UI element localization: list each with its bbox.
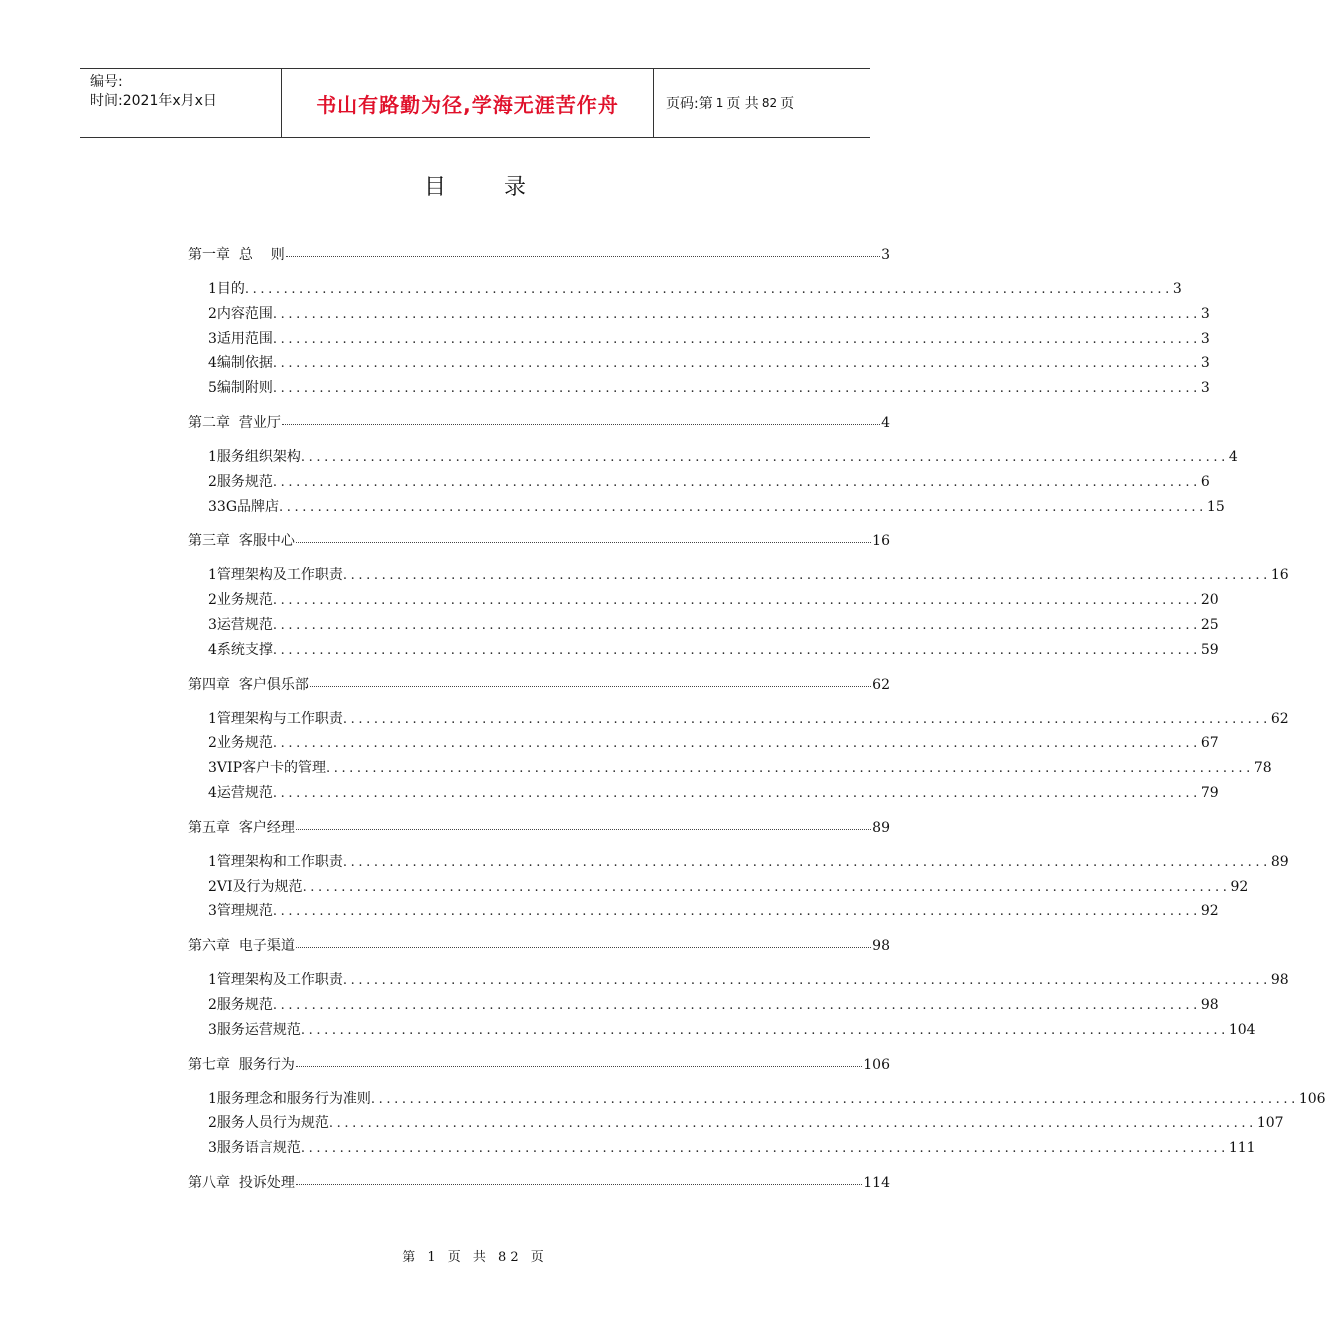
section-page: 92 (1230, 878, 1249, 895)
section-list (188, 851, 1289, 925)
section-label: 编制附则 (216, 380, 273, 397)
leader-dots: ........................................................................................................................ (300, 1022, 1229, 1038)
section-label: 业务规范 (216, 592, 273, 609)
leader-dots: ........................................................................................................................ (272, 617, 1201, 633)
section-label: 管理规范 (216, 903, 273, 920)
chapter-page: 98 (872, 938, 890, 955)
leader-dots: ........................................................................................................................ (370, 1091, 1299, 1107)
toc-section[interactable] (208, 589, 1219, 614)
title-char-1: 目 (423, 175, 446, 200)
section-label: 编制依据 (216, 355, 273, 372)
section-number: 3 (208, 1021, 217, 1038)
section-label: 管理架构及工作职责 (216, 972, 343, 989)
section-page: 3 (1200, 305, 1210, 322)
section-list (188, 969, 1289, 1043)
toc-chapter[interactable] (188, 1054, 890, 1078)
header-page-info (654, 69, 870, 137)
leader-dots: ........................................................................................................................ (272, 356, 1201, 372)
section-page: 3 (1200, 355, 1210, 372)
leader-dots: ........................................................................................................................ (279, 499, 1207, 515)
leader-dots: ........................................................................................................................ (272, 381, 1201, 397)
toc-chapter[interactable] (188, 817, 890, 841)
leader-dots: ........................................................................................................................ (244, 282, 1173, 297)
section-page: 3 (1172, 281, 1182, 297)
leader-dots: ........................................................................................................................ (272, 736, 1201, 752)
toc-section[interactable] (208, 471, 1210, 496)
leader-dots (296, 947, 871, 948)
chapter-page: 62 (872, 676, 890, 693)
chapter-label: 第六章 电子渠道 (188, 938, 295, 955)
section-page: 59 (1200, 641, 1219, 658)
section-page: 111 (1228, 1140, 1256, 1157)
toc-chapter[interactable] (188, 530, 890, 554)
page-number: 1 (715, 96, 724, 110)
leader-dots: ........................................................................................................................ (300, 1141, 1229, 1157)
leader-dots: ........................................................................................................................ (272, 785, 1201, 801)
section-number: 3 (208, 1140, 217, 1157)
section-page: 98 (1270, 972, 1289, 989)
section-number: 2 (208, 996, 217, 1013)
section-number: 2 (208, 878, 217, 895)
page-header (80, 68, 870, 138)
section-number: 2 (208, 735, 217, 752)
page-total: 82 (761, 96, 778, 110)
leader-dots: ........................................................................................................................ (272, 904, 1201, 920)
chapter-page: 114 (863, 1174, 890, 1191)
leader-dots: ........................................................................................................................ (302, 879, 1231, 895)
section-label: 系统支撑 (216, 641, 273, 658)
section-label: 管理架构及工作职责 (216, 567, 343, 584)
chapter-label: 第四章 客户俱乐部 (188, 676, 309, 693)
toc-section[interactable] (208, 851, 1289, 876)
section-number: 2 (208, 305, 217, 322)
section-label: 业务规范 (216, 735, 273, 752)
toc-section[interactable] (208, 1137, 1256, 1162)
section-label: 3G品牌店 (216, 498, 280, 515)
section-page: 107 (1256, 1115, 1284, 1132)
section-number: 3 (208, 616, 217, 633)
toc-section[interactable] (208, 708, 1289, 733)
section-page: 15 (1206, 498, 1225, 515)
leader-dots: ........................................................................................................................ (342, 568, 1271, 584)
number-label: 编号: (90, 74, 123, 90)
motto: 书山有路勤为径,学海无涯苦作舟 (316, 92, 619, 117)
toc-chapter[interactable] (188, 674, 890, 698)
time-label: 时间:2021年x月x日 (90, 93, 217, 109)
section-label: 适用范围 (216, 330, 273, 347)
header-meta (80, 69, 282, 137)
section-list (188, 278, 1210, 402)
chapter-page: 16 (872, 533, 890, 550)
section-list (188, 446, 1238, 520)
toc-section[interactable] (208, 377, 1210, 402)
section-number: 1 (208, 853, 217, 870)
toc-section[interactable] (208, 496, 1225, 521)
section-number: 2 (208, 1115, 217, 1132)
section-page: 16 (1270, 567, 1289, 584)
chapter-page: 4 (881, 414, 890, 431)
chapter-page: 106 (863, 1056, 890, 1073)
toc-section[interactable] (208, 303, 1210, 328)
leader-dots: ........................................................................................................................ (300, 449, 1229, 465)
header-motto-cell (282, 69, 654, 137)
section-label: 服务语言规范 (216, 1140, 301, 1157)
section-label: 管理架构与工作职责 (216, 710, 343, 727)
section-page: 106 (1298, 1090, 1326, 1107)
section-number: 1 (208, 281, 217, 297)
section-list (188, 1088, 1326, 1162)
toc-section[interactable] (208, 614, 1219, 639)
leader-dots (310, 686, 871, 687)
section-page: 104 (1228, 1021, 1256, 1038)
leader-dots (296, 1066, 862, 1067)
leader-dots: ........................................................................................................................ (272, 331, 1201, 347)
section-number: 3 (208, 498, 217, 515)
toc-section[interactable] (208, 876, 1249, 901)
section-label: 服务规范 (216, 473, 273, 490)
title-char-2: 录 (504, 175, 527, 200)
page-end: 页 (780, 96, 795, 112)
toc-section[interactable] (208, 969, 1289, 994)
section-label: 目的 (216, 281, 245, 297)
leader-dots (282, 424, 880, 425)
leader-dots (296, 1184, 862, 1185)
section-list (188, 564, 1289, 663)
chapter-label: 第八章 投诉处理 (188, 1174, 295, 1191)
section-number: 1 (208, 710, 217, 727)
section-label: 运营规范 (216, 616, 273, 633)
section-page: 4 (1228, 448, 1238, 465)
section-page: 98 (1200, 996, 1219, 1013)
leader-dots: ........................................................................................................................ (342, 973, 1271, 989)
leader-dots: ........................................................................................................................ (272, 593, 1201, 609)
section-label: VI及行为规范 (216, 878, 303, 895)
leader-dots: ........................................................................................................................ (342, 711, 1271, 727)
chapter-label: 第三章 客服中心 (188, 533, 295, 550)
section-label: 服务理念和服务行为准则 (216, 1090, 371, 1107)
section-page: 67 (1200, 735, 1219, 752)
section-page: 79 (1200, 784, 1219, 801)
section-page: 20 (1200, 592, 1219, 609)
section-number: 1 (208, 1090, 217, 1107)
leader-dots (296, 829, 871, 830)
section-page: 92 (1200, 903, 1219, 920)
section-list (188, 708, 1289, 807)
toc-section[interactable] (208, 757, 1272, 782)
section-label: 管理架构和工作职责 (216, 853, 343, 870)
leader-dots: ........................................................................................................................ (342, 854, 1271, 870)
toc-section[interactable] (208, 564, 1289, 589)
section-number: 3 (208, 760, 217, 777)
chapter-label: 第五章 客户经理 (188, 819, 295, 836)
section-label: 服务组织架构 (216, 448, 301, 465)
section-label: VIP客户卡的管理 (216, 760, 326, 777)
chapter-label: 第七章 服务行为 (188, 1056, 295, 1073)
section-label: 内容范围 (216, 305, 273, 322)
section-number: 2 (208, 473, 217, 490)
leader-dots: ........................................................................................................................ (272, 997, 1201, 1013)
toc-section[interactable] (208, 639, 1219, 664)
leader-dots (286, 256, 880, 257)
toc-section[interactable] (208, 732, 1219, 757)
section-label: 服务规范 (216, 996, 273, 1013)
page-mid: 页 共 (726, 96, 759, 112)
section-label: 服务人员行为规范 (216, 1115, 329, 1132)
toc-section[interactable] (208, 782, 1219, 807)
toc-title (0, 170, 950, 201)
leader-dots: ........................................................................................................................ (328, 1116, 1257, 1132)
toc-section[interactable] (208, 1088, 1326, 1113)
table-of-contents (188, 244, 1326, 1196)
section-page: 62 (1270, 710, 1289, 727)
page-label: 页码:第 (666, 96, 713, 112)
toc-section[interactable] (208, 352, 1210, 377)
toc-section[interactable] (208, 1019, 1256, 1044)
toc-chapter[interactable] (188, 935, 890, 959)
toc-section[interactable] (208, 328, 1210, 353)
section-label: 服务运营规范 (216, 1021, 301, 1038)
leader-dots: ........................................................................................................................ (272, 306, 1201, 322)
section-page: 3 (1200, 330, 1210, 347)
toc-chapter[interactable] (188, 412, 890, 436)
chapter-page: 89 (872, 819, 890, 836)
section-number: 3 (208, 903, 217, 920)
section-number: 3 (208, 330, 217, 347)
section-number: 4 (208, 641, 217, 658)
section-number: 4 (208, 784, 217, 801)
toc-section[interactable] (208, 994, 1219, 1019)
toc-section[interactable] (208, 1112, 1284, 1137)
leader-dots: ........................................................................................................................ (272, 474, 1201, 490)
chapter-label: 第二章 营业厅 (188, 414, 281, 431)
section-number: 2 (208, 592, 217, 609)
section-page: 6 (1200, 473, 1210, 490)
toc-chapter[interactable] (188, 1172, 890, 1196)
section-page: 25 (1200, 616, 1219, 633)
section-number: 1 (208, 567, 217, 584)
chapter-page: 3 (881, 247, 890, 263)
section-number: 4 (208, 355, 217, 372)
toc-section[interactable] (208, 446, 1238, 471)
section-page: 3 (1200, 380, 1210, 397)
leader-dots (296, 542, 871, 543)
page-footer: 第 1 页 共 82 页 (402, 1250, 548, 1265)
leader-dots: ........................................................................................................................ (325, 761, 1254, 777)
toc-chapter[interactable] (188, 244, 890, 268)
section-number: 1 (208, 972, 217, 989)
chapter-label: 第一章 总 则 (188, 247, 285, 263)
section-page: 78 (1253, 760, 1272, 777)
toc-section[interactable] (208, 900, 1219, 925)
section-number: 5 (208, 380, 217, 397)
section-page: 89 (1270, 853, 1289, 870)
section-label: 运营规范 (216, 784, 273, 801)
toc-section[interactable] (208, 278, 1182, 303)
section-number: 1 (208, 448, 217, 465)
leader-dots: ........................................................................................................................ (272, 642, 1201, 658)
